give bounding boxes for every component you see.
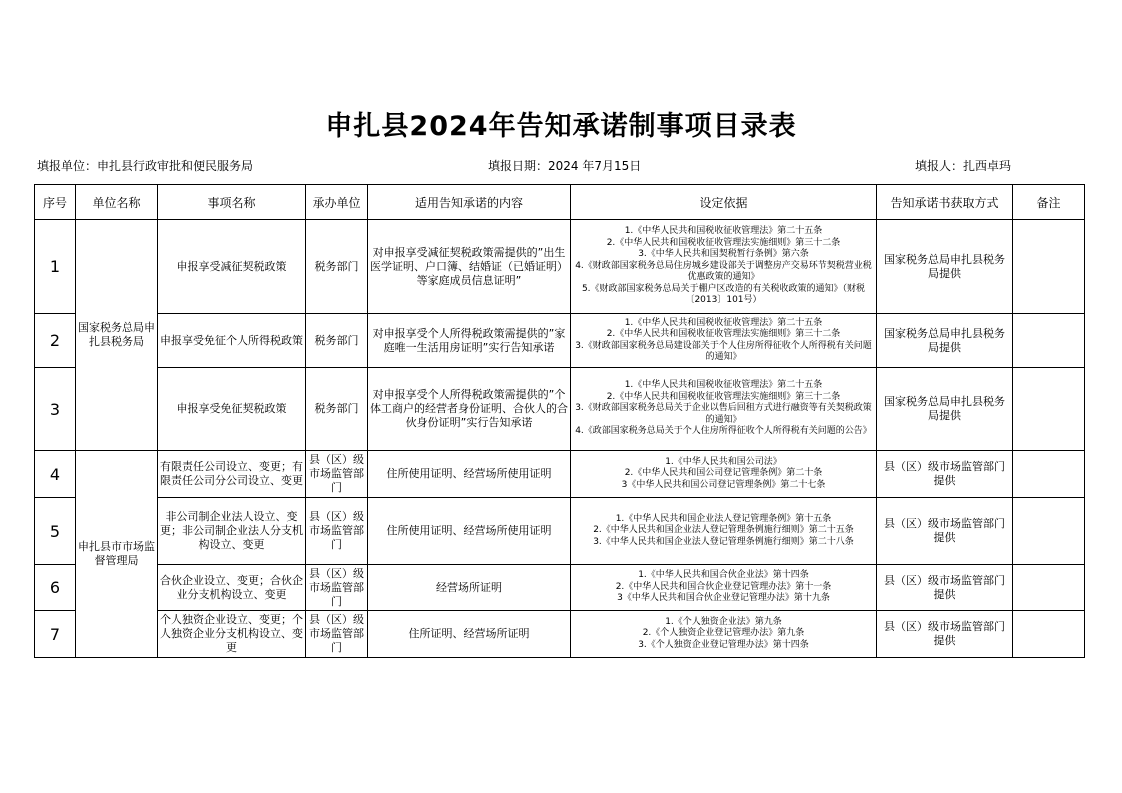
basis-line: 3.《个人独资企业登记管理办法》第十四条 xyxy=(638,639,809,650)
note xyxy=(1013,451,1085,498)
basis xyxy=(571,368,877,451)
header-unit: 单位名称 xyxy=(76,185,158,220)
obtain-method: 国家税务总局申扎县税务局提供 xyxy=(877,314,1013,368)
basis-line: 2.《中华人民共和国合伙企业登记管理办法》第十一条 xyxy=(615,581,832,592)
table-row xyxy=(35,611,1085,658)
header-content: 适用告知承诺的内容 xyxy=(368,185,571,220)
basis-line: 1.《中华人民共和国税收征收管理法》第二十五条 xyxy=(624,317,823,328)
basis-line: 1.《中华人民共和国公司法》 xyxy=(665,456,782,467)
basis-line: 1.《中华人民共和国税收征收管理法》第二十五条 xyxy=(624,226,823,237)
item-name: 申报享受免征个人所得税政策 xyxy=(158,314,306,368)
reporting-date: 填报日期：2024 年7月15日 xyxy=(488,159,642,173)
dept: 县（区）级市场监管部门 xyxy=(306,498,368,565)
basis-line: 3.《中华人民共和国契税暂行条例》第六条 xyxy=(638,249,809,260)
items-table xyxy=(34,184,1085,658)
basis-line: 2.《中华人民共和国税收征收管理法实施细则》第三十二条 xyxy=(606,329,841,339)
note xyxy=(1013,220,1085,314)
content: 对申报享受个人所得税政策需提供的”家庭唯一生活用房证明”实行告知承诺 xyxy=(368,314,571,368)
basis-line: 2.《个人独资企业登记管理办法》第九条 xyxy=(642,628,805,639)
basis xyxy=(571,220,877,314)
note xyxy=(1013,565,1085,611)
item-name: 申报享受减征契税政策 xyxy=(158,220,306,314)
basis xyxy=(571,451,877,498)
obtain-method: 县（区）级市场监管部门提供 xyxy=(877,611,1013,658)
row-number: 7 xyxy=(35,611,76,658)
dept: 县（区）级市场监管部门 xyxy=(306,611,368,658)
obtain-method: 县（区）级市场监管部门提供 xyxy=(877,565,1013,611)
table-header-row xyxy=(35,185,1085,220)
header-obtain: 告知承诺书获取方式 xyxy=(877,185,1013,220)
table-row xyxy=(35,451,1085,498)
note xyxy=(1013,611,1085,658)
group-unit-tax: 国家税务总局申扎县税务局 xyxy=(76,220,158,451)
basis-line: 1.《个人独资企业法》第九条 xyxy=(665,616,782,627)
table-row xyxy=(35,220,1085,314)
content: 对申报享受个人所得税政策需提供的”个体工商户的经营者身份证明、合伙人的合伙身份证明”实行告知承诺 xyxy=(368,368,571,451)
note xyxy=(1013,368,1085,451)
item-name: 非公司制企业法人设立、变更；非公司制企业法人分支机构设立、变更 xyxy=(158,498,306,565)
row-number: 6 xyxy=(35,565,76,611)
basis xyxy=(571,565,877,611)
dept: 税务部门 xyxy=(306,220,368,314)
row-number: 2 xyxy=(35,314,76,368)
content: 经营场所证明 xyxy=(368,565,571,611)
table-row xyxy=(35,565,1085,611)
dept: 税务部门 xyxy=(306,314,368,368)
dept: 税务部门 xyxy=(306,368,368,451)
obtain-method: 国家税务总局申扎县税务局提供 xyxy=(877,368,1013,451)
basis-line: 3《中华人民共和国公司登记管理条例》第二十七条 xyxy=(621,479,826,490)
basis-line: 1.《中华人民共和国合伙企业法》第十四条 xyxy=(638,570,809,581)
item-name: 个人独资企业设立、变更；个人独资企业分支机构设立、变更 xyxy=(158,611,306,658)
header-dept: 承办单位 xyxy=(306,185,368,220)
basis-line: 1.《中华人民共和国企业法人登记管理条例》第十五条 xyxy=(615,513,832,524)
table-row xyxy=(35,498,1085,565)
basis xyxy=(571,611,877,658)
header-note: 备注 xyxy=(1013,185,1085,220)
dept: 县（区）级市场监管部门 xyxy=(306,565,368,611)
header-item: 事项名称 xyxy=(158,185,306,220)
basis-line: 2.《中华人民共和国税收征收管理法实施细则》第三十二条 xyxy=(606,391,841,402)
basis-line: 4.《财政部国家税务总局住房城乡建设部关于调整房产交易环节契税营业税优惠政策的通知》 xyxy=(575,260,872,283)
header-basis: 设定依据 xyxy=(571,185,877,220)
basis-line: 3《中华人民共和国合伙企业登记管理办法》第十九条 xyxy=(617,593,830,604)
page-title: 申扎县2024年告知承诺制事项目录表 xyxy=(325,111,797,142)
header-seq: 序号 xyxy=(35,185,76,220)
basis-line: 2.《中华人民共和国企业法人登记管理条例施行细则》第二十五条 xyxy=(593,525,854,536)
content: 住所证明、经营场所证明 xyxy=(368,611,571,658)
dept: 县（区）级市场监管部门 xyxy=(306,451,368,498)
content: 对申报享受减征契税政策需提供的”出生医学证明、户口簿、结婚证（已婚证明）等家庭成员信息证明” xyxy=(368,220,571,314)
reporter: 填报人：扎西卓玛 xyxy=(915,159,1012,173)
basis-line: 2.《中华人民共和国公司登记管理条例》第二十条 xyxy=(624,468,823,479)
basis-line: 3.《财政部国家税务总局关于企业以售后回租方式进行融资等有关契税政策的通知》 xyxy=(575,403,872,425)
item-name: 有限责任公司设立、变更；有限责任公司分公司设立、变更 xyxy=(158,451,306,498)
note xyxy=(1013,314,1085,368)
row-number: 1 xyxy=(35,220,76,314)
row-number: 3 xyxy=(35,368,76,451)
obtain-method: 国家税务总局申扎县税务局提供 xyxy=(877,220,1013,314)
basis-line: 3.《中华人民共和国企业法人登记管理条例施行细则》第二十八条 xyxy=(593,536,854,547)
basis-line: 1.《中华人民共和国税收征收管理法》第二十五条 xyxy=(624,380,823,391)
row-number: 5 xyxy=(35,498,76,565)
content: 住所使用证明、经营场所使用证明 xyxy=(368,498,571,565)
table-row xyxy=(35,314,1085,368)
reporting-unit: 填报单位：申扎县行政审批和便民服务局 xyxy=(37,159,254,173)
basis xyxy=(571,498,877,565)
content: 住所使用证明、经营场所使用证明 xyxy=(368,451,571,498)
obtain-method: 县（区）级市场监管部门提供 xyxy=(877,451,1013,498)
basis xyxy=(571,314,877,368)
row-number: 4 xyxy=(35,451,76,498)
basis-line: 4.《政部国家税务总局关于个人住房所得征收个人所得税有关问题的公告》 xyxy=(575,426,872,437)
table-row xyxy=(35,368,1085,451)
note xyxy=(1013,498,1085,565)
basis-line: 3.《财政部国家税务总局建设部关于个人住房所得征收个人所得税有关问题的通知》 xyxy=(575,340,872,362)
basis-line: 2.《中华人民共和国税收征收管理法实施细则》第三十二条 xyxy=(606,237,841,248)
group-unit-market: 申扎县市市场监督管理局 xyxy=(76,451,158,658)
obtain-method: 县（区）级市场监管部门提供 xyxy=(877,498,1013,565)
item-name: 申报享受免征契税政策 xyxy=(158,368,306,451)
basis-line: 5.《财政部国家税务总局关于棚户区改造的有关税收政策的通知》（财税〔2013〕101号） xyxy=(581,283,866,306)
item-name: 合伙企业设立、变更；合伙企业分支机构设立、变更 xyxy=(158,565,306,611)
